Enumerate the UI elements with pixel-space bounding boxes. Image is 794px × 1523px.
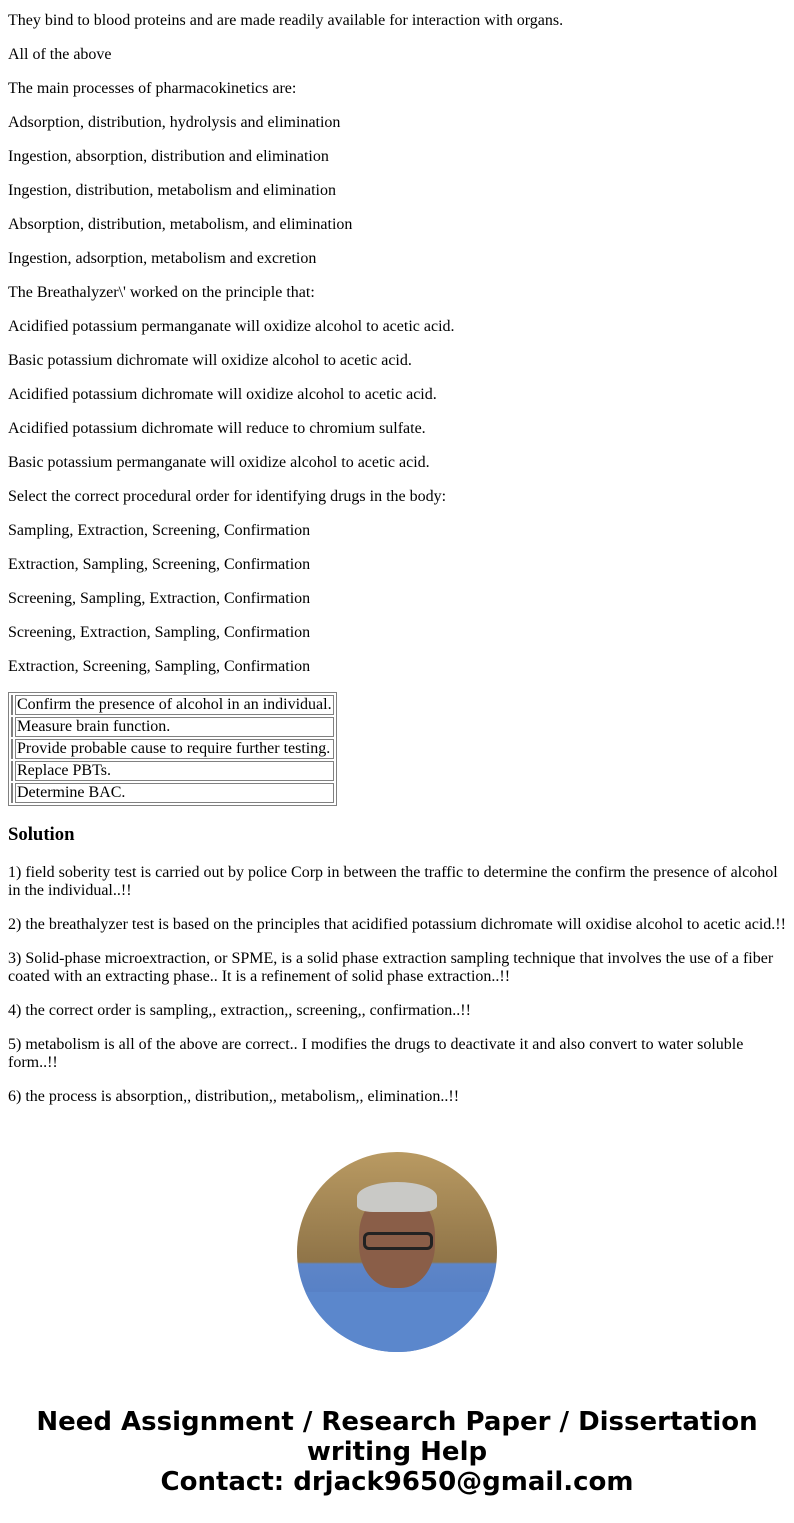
text-line: Ingestion, distribution, metabolism and elimination	[8, 182, 336, 199]
option-cell: Measure brain function.	[15, 717, 334, 737]
banner-title: Need Assignment / Research Paper / Dissertation writing Help	[36, 1407, 758, 1467]
table-row	[11, 695, 334, 715]
text-line: Sampling, Extraction, Screening, Confirmation	[8, 522, 311, 539]
author-photo	[8, 1152, 786, 1357]
table-row	[11, 717, 334, 737]
text-line: They bind to blood proteins and are made readily available for interaction with organs.	[8, 12, 564, 29]
solution-item: 5) metabolism is all of the above are correct.. I modifies the drugs to deactivate it and also convert to water soluble form..!!	[8, 1036, 744, 1071]
text-line: Adsorption, distribution, hydrolysis and elimination	[8, 114, 341, 131]
text-line: Absorption, distribution, metabolism, and elimination	[8, 216, 353, 233]
solution-item: 2) the breathalyzer test is based on the principles that acidified potassium dichromate will oxidise alcohol to acetic acid.!!	[8, 916, 786, 933]
avatar	[297, 1152, 497, 1352]
option-cell: Confirm the presence of alcohol in an individual.	[17, 696, 332, 713]
text-line: Ingestion, adsorption, metabolism and excretion	[8, 250, 317, 267]
solution-heading: Solution	[8, 824, 75, 845]
text-line: Basic potassium dichromate will oxidize alcohol to acetic acid.	[8, 352, 412, 369]
text-line: Screening, Sampling, Extraction, Confirmation	[8, 590, 311, 607]
text-line: Basic potassium permanganate will oxidize alcohol to acetic acid.	[8, 454, 430, 471]
text-line: Acidified potassium dichromate will reduce to chromium sulfate.	[8, 420, 426, 437]
text-line: Extraction, Screening, Sampling, Confirmation	[8, 658, 311, 675]
text-line: Screening, Extraction, Sampling, Confirmation	[8, 624, 311, 641]
text-line: Acidified potassium dichromate will oxidize alcohol to acetic acid.	[8, 386, 437, 403]
table-row	[11, 761, 334, 781]
solution-list	[8, 864, 786, 1106]
empty-cell	[11, 783, 13, 803]
solution-item: 3) Solid-phase microextraction, or SPME, is a solid phase extraction sampling technique that involves the use of a fiber coated with an extracting phase.. It is a refinement of solid phase extraction..!!	[8, 950, 774, 985]
banner-contact: Contact: drjack9650@gmail.com	[160, 1467, 634, 1497]
question-lines	[8, 12, 786, 676]
options-table	[8, 692, 337, 806]
text-line: Extraction, Sampling, Screening, Confirmation	[8, 556, 311, 573]
text-line: The Breathalyzer\' worked on the principle that:	[8, 284, 315, 301]
text-line: Ingestion, absorption, distribution and elimination	[8, 148, 329, 165]
empty-cell	[11, 695, 13, 715]
solution-item: 1) field soberity test is carried out by police Corp in between the traffic to determine the confirm the presence of alcohol in the individual..!!	[8, 864, 778, 899]
text-line: Select the correct procedural order for identifying drugs in the body:	[8, 488, 447, 505]
empty-cell	[11, 739, 13, 759]
option-cell: Determine BAC.	[15, 783, 334, 803]
contact-banner	[8, 1407, 786, 1497]
empty-cell	[11, 761, 13, 781]
option-cell: Provide probable cause to require further testing.	[15, 739, 334, 759]
text-line: The main processes of pharmacokinetics are:	[8, 80, 297, 97]
table-row	[11, 739, 334, 759]
option-cell: Replace PBTs.	[15, 761, 334, 781]
solution-item: 4) the correct order is sampling,, extraction,, screening,, confirmation..!!	[8, 1002, 471, 1019]
text-line: All of the above	[8, 46, 112, 63]
table-row	[11, 783, 334, 803]
text-line: Acidified potassium permanganate will oxidize alcohol to acetic acid.	[8, 318, 455, 335]
solution-item: 6) the process is absorption,, distribution,, metabolism,, elimination..!!	[8, 1088, 460, 1105]
empty-cell	[11, 717, 13, 737]
